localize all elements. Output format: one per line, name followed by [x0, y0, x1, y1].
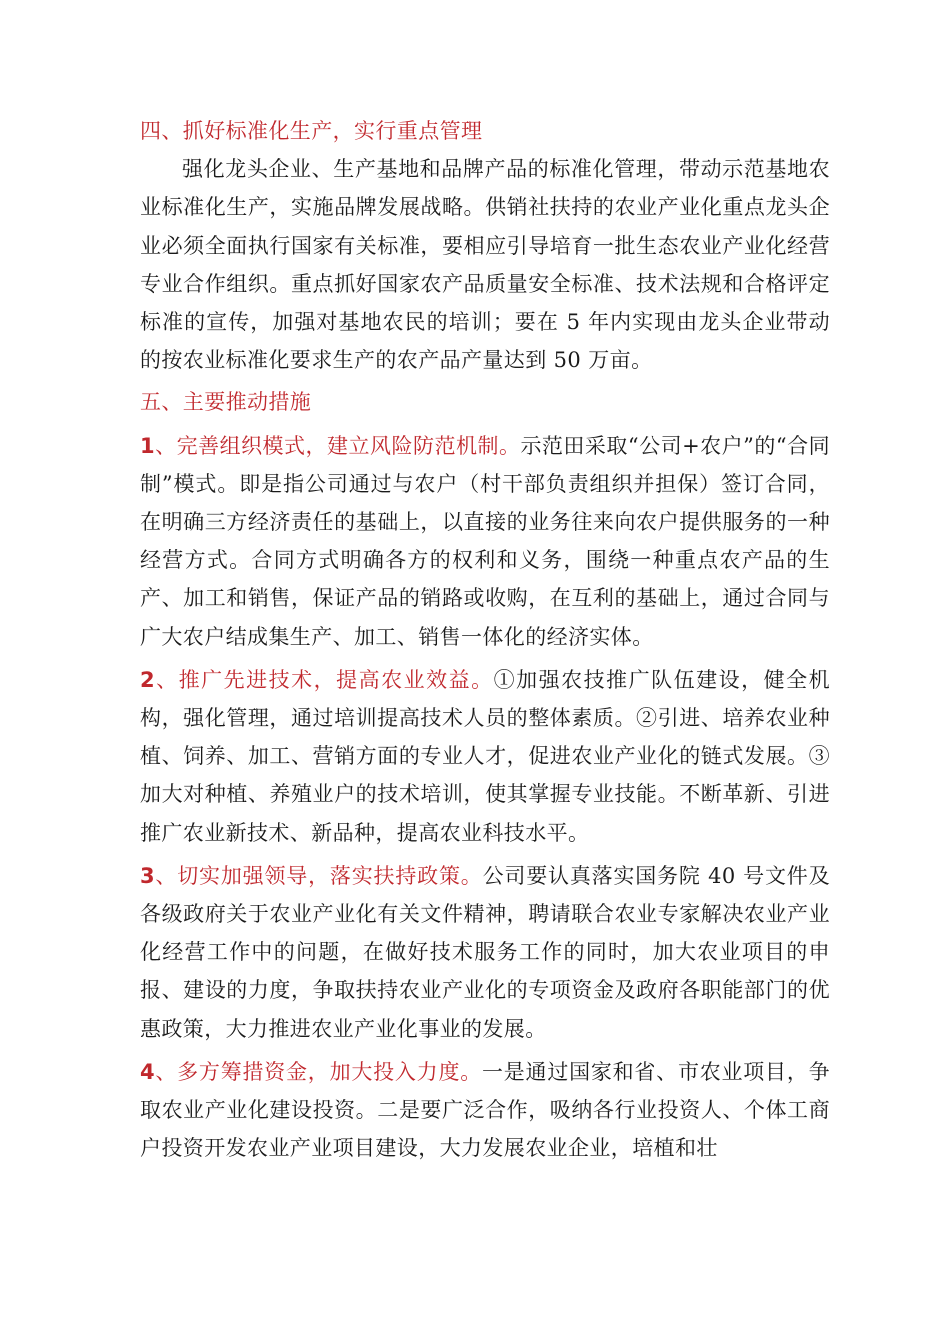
measure-item-1-body: 示范田采取“公司+农户”的“合同制”模式。即是指公司通过与农户（村干部负责组织并担保）签订合同，在明确三方经济责任的基础上，以直接的业务往来向农户提供服务的一种经营方式。合同方式明确各方的权利和义务，围绕一种重点农产品的生产、加工和销售，保证产品的销路或收购，在互利的基础上，通过合同与广大农户结成集生产、加工、销售一体化的经济实体。 [140, 433, 830, 649]
section-4-body: 强化龙头企业、生产基地和品牌产品的标准化管理，带动示范基地农业标准化生产，实施品牌发展战略。供销社扶持的农业产业化重点龙头企业必须全面执行国家有关标准，要相应引导培育一批生态农业产业化经营专业合作组织。重点抓好国家农产品质量安全标准、技术法规和合格评定标准的宣传，加强对基地农民的培训；要在 5 年内实现由龙头企业带动的按农业标准化要求生产的农产品产量达到 50 万亩。 [140, 157, 830, 373]
measure-item-4-title: 、多方筹措资金，加大投入力度。 [155, 1059, 482, 1084]
document-page [140, 112, 830, 1167]
section-5-heading: 五、主要推动措施 [140, 390, 312, 415]
measure-item-1-number: 1 [140, 433, 156, 458]
measure-item-1-title: 、完善组织模式，建立风险防范机制。 [155, 433, 521, 458]
measure-item-4-lead [140, 1060, 482, 1084]
measure-item-4-number: 4 [140, 1059, 156, 1084]
measure-item-3 [140, 857, 830, 1048]
measure-item-4-body: 一是通过国家和省、市农业项目，争取农业产业化建设投资。二是要广泛合作，吸纳各行业投资人、个体工商户投资开发农业产业项目建设，大力发展农业企业，培植和壮 [140, 1059, 831, 1161]
measure-item-2 [140, 661, 830, 852]
measure-item-4 [140, 1053, 830, 1168]
measure-item-1-lead [140, 434, 520, 458]
measure-item-2-lead [140, 668, 494, 692]
measure-item-3-lead [140, 864, 483, 888]
measure-item-3-body: 公司要认真落实国务院 40 号文件及各级政府关于农业产业化有关文件精神，聘请联合农业专家解决农业产业化经营工作中的问题，在做好技术服务工作的同时，加大农业项目的申报、建设的力度，争取扶持农业产业化的专项资金及政府各职能部门的优惠政策，大力推进农业产业化事业的发展。 [140, 863, 830, 1041]
measure-item-2-body: ①加强农技推广队伍建设，健全机构，强化管理，通过培训提高技术人员的整体素质。②引进、培养农业种植、饲养、加工、营销方面的专业人才，促进农业产业化的链式发展。③加大对种植、养殖业户的技术培训，使其掌握专业技能。不断革新、引进推广农业新技术、新品种，提高农业科技水平。 [140, 667, 831, 845]
measure-item-3-title: 、切实加强领导，落实扶持政策。 [155, 863, 483, 888]
measure-item-2-title: 、推广先进技术，提高农业效益。 [155, 667, 494, 692]
measure-item-3-number: 3 [140, 863, 156, 888]
section-4-heading: 四、抓好标准化生产，实行重点管理 [140, 119, 483, 143]
measure-item-2-number: 2 [140, 667, 156, 692]
measure-item-1 [140, 427, 830, 656]
